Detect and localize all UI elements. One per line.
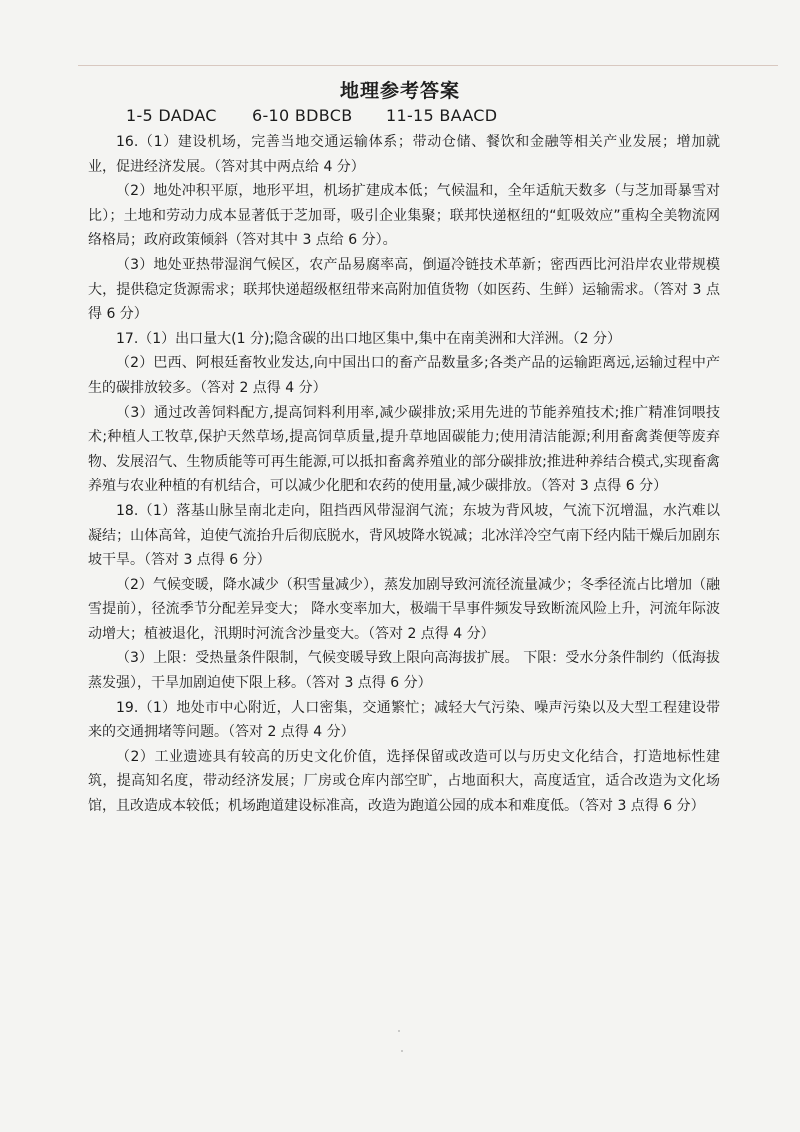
answer-19-1: 19.（1）地处市中心附近，人口密集，交通繁忙；减轻大气污染、噪声污染以及大型工程建设带来的交通拥堵等问题。（答对 2 点得 4 分） <box>88 699 720 741</box>
mc-group-1: 1-5 DADAC <box>126 106 217 125</box>
multiple-choice-answers <box>126 106 497 125</box>
answer-19-2: （2）工业遗迹具有较高的历史文化价值，选择保留或改造可以与历史文化结合，打造地标性建筑，提高知名度，带动经济发展；厂房或仓库内部空旷，占地面积大，高度适宜，适合改造为文化场馆，且改造成本较低；机场跑道建设标准高，改造为跑道公园的成本和难度低。（答对 3 点得 6 分） <box>88 748 720 815</box>
answer-16-3: （3）地处亚热带湿润气候区，农产品易腐率高，倒逼冷链技术革新；密西西比河沿岸农业带规模大，提供稳定货源需求；联邦快递超级枢纽带来高附加值货物（如医药、生鲜）运输需求。（答对 3 点得 6 分） <box>88 256 720 323</box>
top-divider <box>78 65 778 66</box>
scan-speck <box>398 1030 400 1032</box>
answer-17-1: 17.（1）出口量大(1 分);隐含碳的出口地区集中,集中在南美洲和大洋洲。（2 分） <box>116 330 621 347</box>
mc-group-2: 6-10 BDBCB <box>252 106 353 125</box>
answer-body <box>88 130 720 819</box>
page-title: 地理参考答案 <box>339 80 460 102</box>
answer-18-2: （2）气候变暖，降水减少（积雪量减少），蒸发加剧导致河流径流量减少；冬季径流占比增加（融雪提前），径流季节分配差异变大； 降水变率加大，极端干旱事件频发导致断流风险上升，河流年际波动增大；植被退化，汛期时河流含沙量变大。（答对 2 点得 4 分） <box>88 576 720 642</box>
answer-17-3: （3）通过改善饲料配方,提高饲料利用率,减少碳排放;采用先进的节能养殖技术;推广精准饲喂技术;种植人工牧草,保护天然草场,提高饲草质量,提升草地固碳能力;使用清洁能源;利用畜禽粪便等废弃物、发展沼气、生物质能等可再生能源,可以抵扣畜禽养殖业的部分碳排放;推进种养结合模式,实现畜禽养殖与农业种植的有机结合，可以减少化肥和农药的使用量,减少碳排放。（答对 3 点得 6 分） <box>88 404 720 495</box>
mc-group-3: 11-15 BAACD <box>386 106 498 125</box>
answer-16-2: （2）地处冲积平原，地形平坦，机场扩建成本低；气候温和，全年适航天数多（与芝加哥暴雪对比）；土地和劳动力成本显著低于芝加哥，吸引企业集聚；联邦快递枢纽的“虹吸效应”重构全美物流网络格局；政府政策倾斜（答对其中 3 点给 6 分）。 <box>88 183 720 249</box>
answer-18-1: 18.（1）落基山脉呈南北走向，阻挡西风带湿润气流；东坡为背风坡，气流下沉增温，水汽难以凝结；山体高耸，迫使气流抬升后彻底脱水，背风坡降水锐减；北冰洋冷空气南下经内陆干燥后加剧东坡干旱。（答对 3 点得 6 分） <box>88 502 720 569</box>
answer-16-1: 16.（1）建设机场，完善当地交通运输体系；带动仓储、餐饮和金融等相关产业发展；增加就业，促进经济发展。（答对其中两点给 4 分） <box>88 134 720 175</box>
answer-18-3: （3）上限：受热量条件限制，气候变暖导致上限向高海拔扩展。 下限：受水分条件制约（低海拔蒸发强），干旱加剧迫使下限上移。（答对 3 点得 6 分） <box>88 650 720 692</box>
scan-speck <box>401 1050 403 1052</box>
answer-17-2: （2）巴西、阿根廷畜牧业发达,向中国出口的畜产品数量多;各类产品的运输距离远,运输过程中产生的碳排放较多。（答对 2 点得 4 分） <box>88 355 720 396</box>
